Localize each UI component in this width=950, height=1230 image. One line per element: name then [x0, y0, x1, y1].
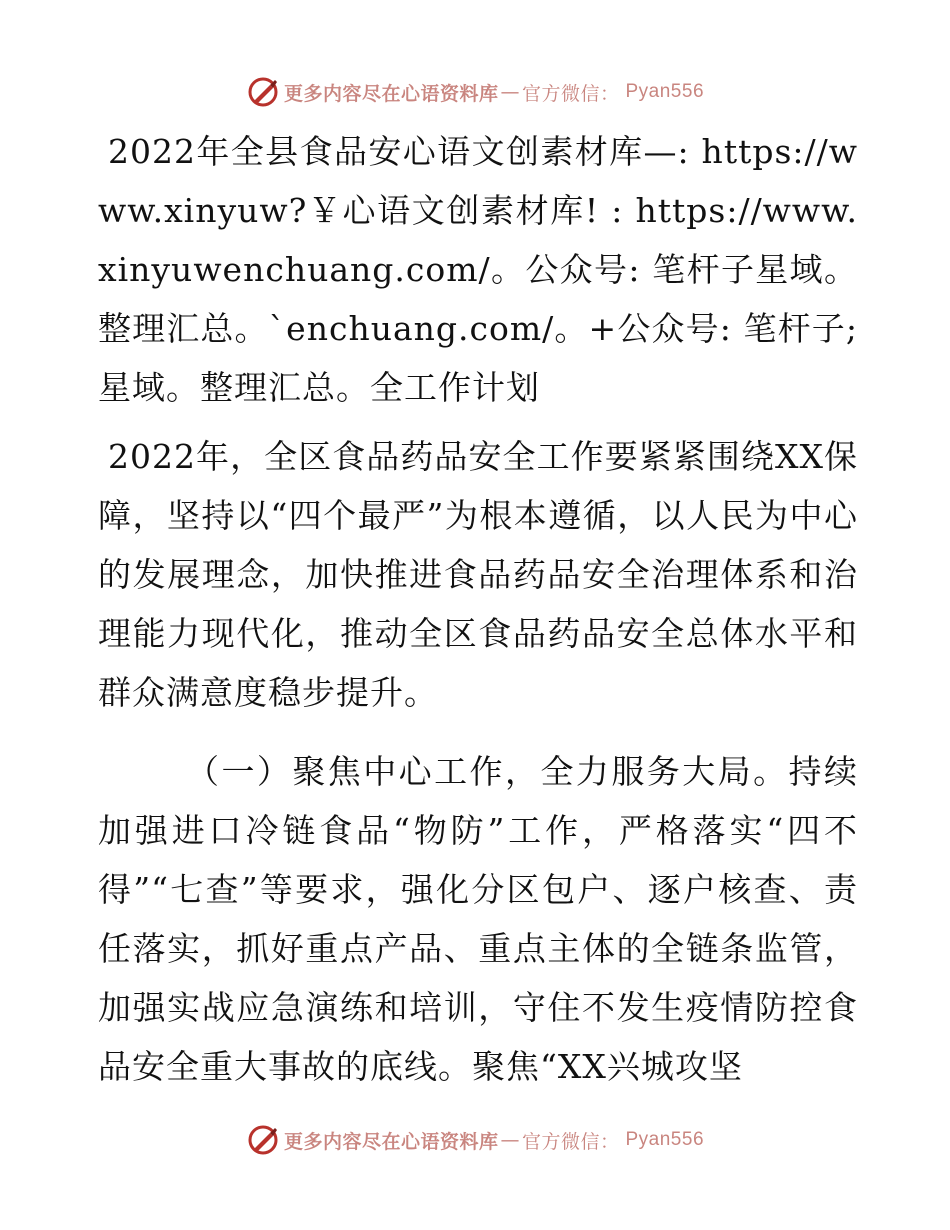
paragraph-section-one: （一）聚焦中心工作，全力服务大局。持续加强进口冷链食品“物防”工作，严格落实“四不得”“七查”等要求，强化分区包户、逐户核查、责任落实，抓好重点产品、重点主体的全链条监管，加强实战应急演练和培训，守住不发生疫情防控食品安全重大事故的底线。聚焦“XX兴城攻坚	[98, 752, 858, 1086]
pen-logo-icon	[246, 75, 280, 109]
banner-label: 官方微信：	[521, 1130, 620, 1153]
banner-site-text: 更多内容尽在心语资料库	[283, 1130, 499, 1153]
banner-wechat-id: Pyan556	[625, 81, 705, 102]
pen-logo-icon	[246, 1123, 280, 1157]
paragraph-intro: 2022年，全区食品药品安全工作要紧紧围绕XX保障，坚持以“四个最严”为根本遵循，以人民为中心的发展理念，加快推进食品药品安全治理体系和治理能力现代化，推动全区食品药品安全总体水平和群众满意度稳步提升。	[98, 437, 858, 712]
banner-label: 官方微信：	[521, 82, 620, 105]
banner-wechat-id: Pyan556	[625, 1129, 705, 1150]
banner-dash: —	[500, 81, 520, 103]
banner-dash: —	[500, 1129, 520, 1151]
header-banner	[0, 72, 950, 112]
document-body	[98, 122, 858, 1096]
paragraph-title: 2022年全县食品安心语文创素材库—: https://www.xinyuw?￥心语文创素材库! : https://www.xinyuwenchuang.com/。公众号: 笔杆子星域。整理汇总。`enchuang.com/。+公众号: 笔杆子;星域。整理汇总。全工作计划	[98, 132, 858, 407]
banner-site-text: 更多内容尽在心语资料库	[283, 82, 499, 105]
footer-banner	[0, 1120, 950, 1160]
